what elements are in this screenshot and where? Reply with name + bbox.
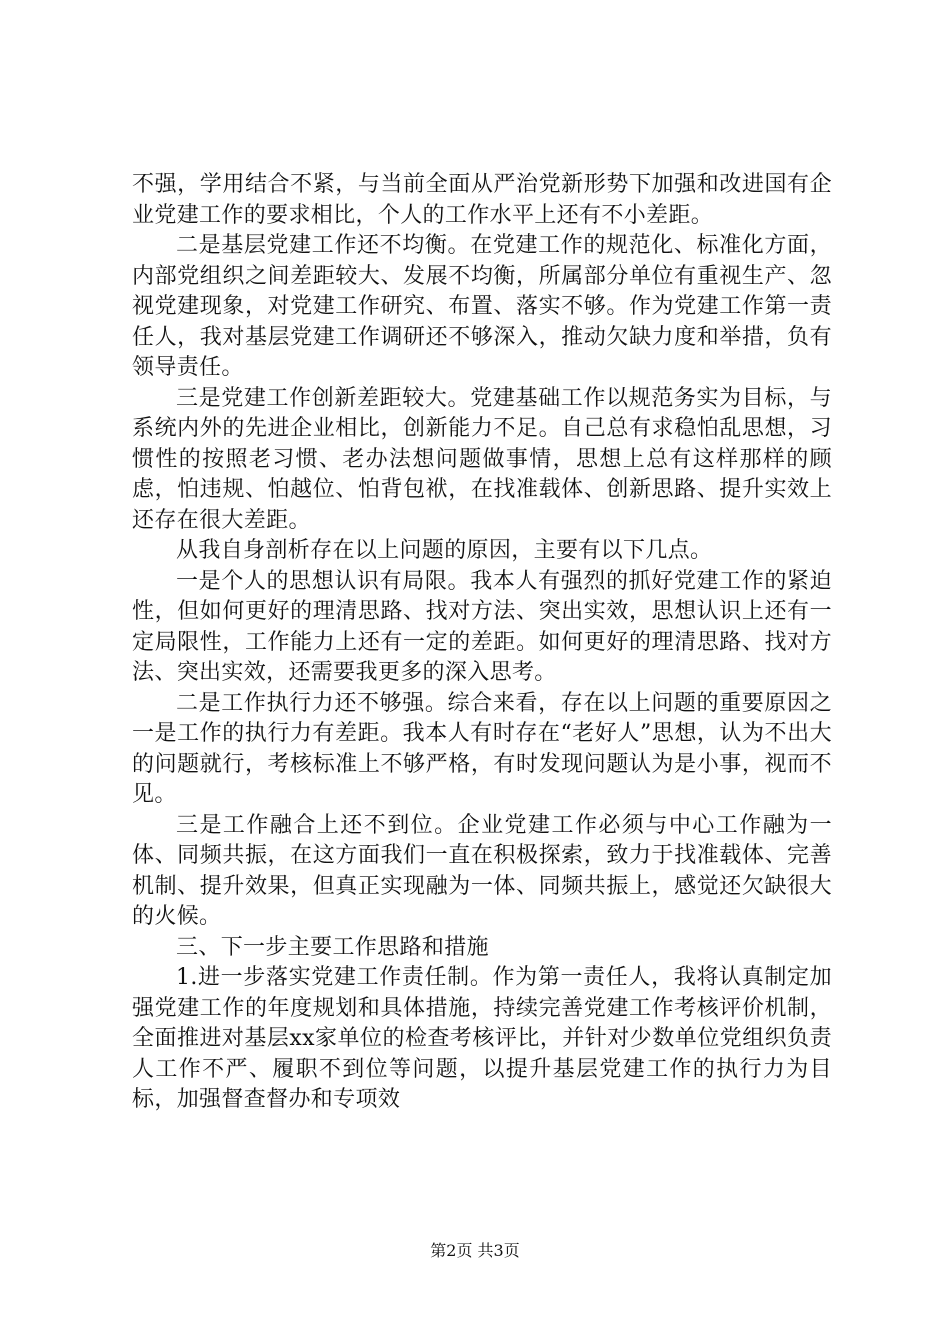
section-heading: 三、下一步主要工作思路和措施 xyxy=(176,934,489,960)
document-body xyxy=(132,170,832,1116)
paragraph-3: 三是党建工作创新差距较大。党建基础工作以规范务实为目标，与系统内外的先进企业相比，创新能力不足。自己总有求稳怕乱思想，习惯性的按照老习惯、老办法想问题做事情，思想上总有这样那样的顾虑，怕违规、怕越位、怕背包袱，在找准载体、创新思路、提升实效上还存在很大差距。 xyxy=(132,385,832,533)
paragraph-4: 从我自身剖析存在以上问题的原因，主要有以下几点。 xyxy=(176,538,713,563)
paragraph-1: 不强，学用结合不紧，与当前全面从严治党新形势下加强和改进国有企业党建工作的要求相比，个人的工作水平上还有不小差距。 xyxy=(132,172,832,228)
page-footer: 第2页 共3页 xyxy=(430,1241,520,1260)
paragraph-6: 二是工作执行力还不够强。综合来看，存在以上问题的重要原因之一是工作的执行力有差距。我本人有时存在“老好人”思想，认为不出大的问题就行，考核标准上不够严格，有时发现问题认为是小事，视而不见。 xyxy=(132,690,832,807)
paragraph-5: 一是个人的思想认识有局限。我本人有强烈的抓好党建工作的紧迫性，但如何更好的理清思路、找对方法、突出实效，思想认识上还有一定局限性，工作能力上还有一定的差距。如何更好的理清思路、找对方法、突出实效，还需要我更多的深入思考。 xyxy=(132,568,832,685)
paragraph-2: 二是基层党建工作还不均衡。在党建工作的规范化、标准化方面，内部党组织之间差距较大、发展不均衡，所属部分单位有重视生产、忽视党建现象，对党建工作研究、布置、落实不够。作为党建工作第一责任人，我对基层党建工作调研还不够深入，推动欠缺力度和举措，负有领导责任。 xyxy=(132,233,832,380)
paragraph-8: 1.进一步落实党建工作责任制。作为第一责任人，我将认真制定加强党建工作的年度规划和具体措施，持续完善党建工作考核评价机制，全面推进对基层xx家单位的检查考核评比，并针对少数单位党组织负责人工作不严、履职不到位等问题，以提升基层党建工作的执行力为目标，加强督查督办和专项效 xyxy=(132,965,832,1112)
paragraph-7: 三是工作融合上还不到位。企业党建工作必须与中心工作融为一体、同频共振，在这方面我们一直在积极探索，致力于找准载体、完善机制、提升效果，但真正实现融为一体、同频共振上，感觉还欠缺很大的火候。 xyxy=(132,812,832,929)
